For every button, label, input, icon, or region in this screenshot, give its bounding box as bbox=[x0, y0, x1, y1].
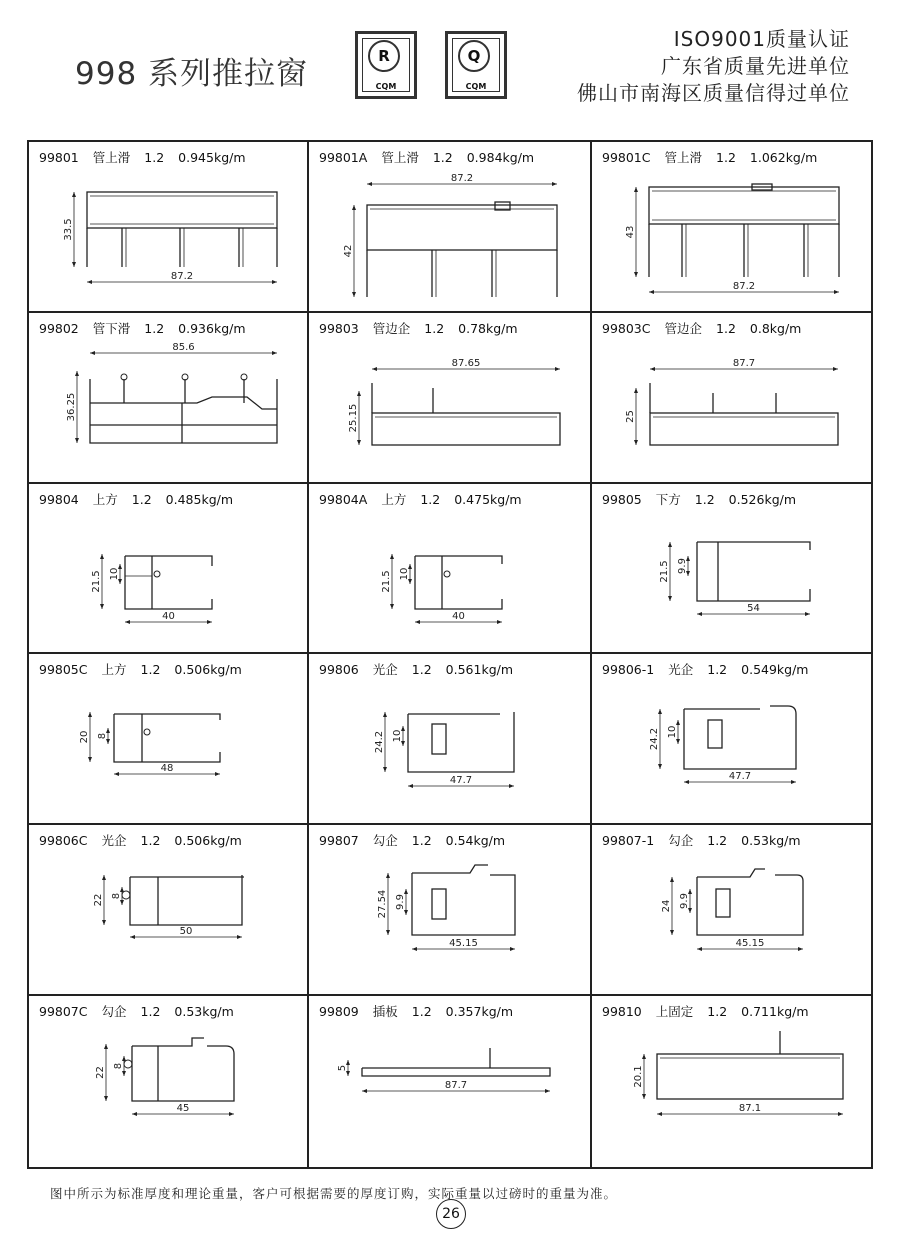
profile-name: 上固定 bbox=[655, 1004, 694, 1020]
certification-line: 佛山市南海区质量信得过单位 bbox=[577, 81, 850, 105]
profile-drawing bbox=[592, 654, 871, 825]
profile-weight: 0.506kg/m bbox=[174, 833, 242, 849]
profile-thickness: 1.2 bbox=[432, 150, 453, 165]
profile-outline bbox=[130, 875, 244, 925]
profile-cell bbox=[29, 996, 309, 1167]
profile-name: 光企 bbox=[668, 662, 694, 678]
profile-name: 上方 bbox=[92, 491, 118, 507]
profile-drawing bbox=[29, 313, 309, 484]
profile-outline bbox=[132, 1038, 234, 1101]
dimension-label: 87.7 bbox=[444, 1080, 468, 1092]
profile-outline bbox=[408, 712, 514, 772]
dimension-label: 45 bbox=[176, 1103, 190, 1115]
profile-code: 99801A bbox=[319, 150, 368, 165]
dimension-label: 10 bbox=[399, 567, 410, 581]
profile-drawing bbox=[309, 484, 592, 655]
dimension-label: 22 bbox=[95, 1066, 106, 1080]
profile-code: 99809 bbox=[319, 1004, 359, 1020]
profile-code: 99801 bbox=[39, 150, 79, 165]
dimension-label: 27.54 bbox=[377, 890, 388, 919]
profile-rect bbox=[87, 192, 277, 228]
certification-line: 广东省质量先进单位 bbox=[661, 54, 850, 78]
profile-code: 99802 bbox=[39, 320, 79, 336]
profile-thickness: 1.2 bbox=[140, 662, 161, 678]
profile-name: 管边企 bbox=[372, 320, 411, 336]
dimension-label: 10 bbox=[392, 730, 403, 743]
profile-name: 管边企 bbox=[664, 320, 703, 336]
profile-drawing bbox=[29, 142, 309, 313]
profile-outline bbox=[125, 556, 212, 609]
profile-thickness: 1.2 bbox=[131, 491, 152, 507]
dimension-label: 10 bbox=[109, 567, 120, 581]
profile-weight: 1.062kg/m bbox=[749, 150, 818, 165]
profile-name: 勾企 bbox=[668, 833, 694, 849]
profile-rect bbox=[650, 413, 838, 445]
profile-name: 勾企 bbox=[101, 1004, 127, 1020]
profile-cell bbox=[309, 825, 592, 996]
profile-code: 99805 bbox=[602, 491, 642, 507]
dimension-label: 24.2 bbox=[374, 731, 385, 754]
profile-code: 99806-1 bbox=[602, 662, 655, 678]
profile-weight: 0.506kg/m bbox=[174, 662, 242, 678]
profile-rect bbox=[708, 720, 722, 748]
dimension-label: 85.6 bbox=[172, 341, 195, 353]
profile-bead bbox=[122, 891, 130, 899]
series-title: 998 系列推拉窗 bbox=[75, 56, 309, 92]
profile-rect bbox=[657, 1054, 843, 1099]
profile-bead bbox=[154, 571, 160, 577]
profile-weight: 0.561kg/m bbox=[445, 662, 514, 678]
profile-rect bbox=[716, 889, 730, 917]
profile-weight: 0.78kg/m bbox=[458, 320, 518, 336]
profile-code: 99804A bbox=[319, 491, 368, 507]
profile-cell bbox=[309, 654, 592, 825]
dimension-label: 87.2 bbox=[170, 271, 194, 282]
profile-drawing bbox=[592, 825, 871, 996]
dimension-label: 8 bbox=[111, 893, 122, 900]
profile-weight: 0.936kg/m bbox=[178, 320, 246, 336]
dimension-label: 87.7 bbox=[732, 357, 756, 369]
profile-drawing bbox=[309, 142, 592, 313]
dimension-label: 87.2 bbox=[732, 281, 756, 292]
profile-thickness: 1.2 bbox=[694, 491, 715, 507]
profile-name: 上方 bbox=[381, 491, 407, 507]
profile-code: 99807C bbox=[39, 1004, 88, 1020]
page-number: 26 bbox=[436, 1199, 466, 1229]
profile-weight: 0.526kg/m bbox=[728, 491, 797, 507]
dimension-label: 40 bbox=[162, 610, 175, 622]
dimension-label: 33.5 bbox=[63, 218, 74, 241]
profile-cell bbox=[592, 654, 871, 825]
profile-name: 下方 bbox=[655, 491, 681, 507]
logo-text: CQM bbox=[465, 82, 487, 91]
cqm-r-logo bbox=[355, 31, 417, 99]
profile-cell bbox=[592, 825, 871, 996]
profile-code: 99805C bbox=[39, 662, 88, 678]
profile-cell bbox=[592, 484, 871, 655]
dimension-label: 47.7 bbox=[449, 775, 473, 787]
profile-cell bbox=[29, 142, 309, 313]
dimension-label: 45.15 bbox=[449, 938, 478, 950]
profile-drawing bbox=[309, 654, 592, 825]
profile-thickness: 1.2 bbox=[411, 1004, 432, 1020]
profile-thickness: 1.2 bbox=[707, 662, 728, 678]
profile-weight: 0.984kg/m bbox=[466, 150, 535, 165]
profile-drawing bbox=[592, 313, 871, 484]
profile-drawing bbox=[309, 996, 592, 1167]
profile-grid bbox=[27, 140, 873, 1169]
profile-outline bbox=[697, 869, 803, 935]
profile-name: 管下滑 bbox=[92, 320, 131, 336]
profile-weight: 0.357kg/m bbox=[445, 1004, 514, 1020]
dimension-label: 20.1 bbox=[633, 1065, 644, 1088]
dimension-label: 54 bbox=[747, 602, 760, 614]
dimension-label: 87.2 bbox=[450, 173, 474, 184]
profile-code: 99806C bbox=[39, 833, 88, 849]
dimension-label: 10 bbox=[667, 726, 678, 739]
profile-thickness: 1.2 bbox=[144, 320, 165, 336]
dimension-label: 9.9 bbox=[677, 557, 688, 574]
cqm-q-logo bbox=[445, 31, 507, 99]
profile-cell bbox=[29, 825, 309, 996]
profile-thickness: 1.2 bbox=[144, 150, 165, 165]
profile-drawing bbox=[592, 484, 871, 655]
certifications bbox=[577, 26, 850, 107]
dimension-label: 9.9 bbox=[395, 894, 406, 911]
dimension-label: 8 bbox=[113, 1062, 124, 1070]
dimension-label: 24.2 bbox=[649, 728, 660, 751]
profile-name: 光企 bbox=[101, 833, 127, 849]
dimension-label: 24 bbox=[661, 899, 672, 913]
logo-text: CQM bbox=[375, 82, 397, 91]
profile-thickness: 1.2 bbox=[707, 833, 728, 849]
profile-thickness: 1.2 bbox=[140, 1004, 161, 1020]
profile-rect bbox=[432, 889, 446, 919]
dimension-label: 42 bbox=[343, 244, 354, 258]
profile-cell bbox=[309, 142, 592, 313]
profile-name: 插板 bbox=[372, 1004, 398, 1020]
profile-cell bbox=[592, 313, 871, 484]
profile-rect bbox=[432, 724, 446, 754]
profile-rect bbox=[372, 413, 560, 445]
dimension-label: 22 bbox=[93, 893, 104, 907]
profile-outline bbox=[684, 706, 796, 769]
profile-weight: 0.8kg/m bbox=[749, 320, 802, 336]
profile-drawing bbox=[309, 825, 592, 996]
dimension-label: 5 bbox=[337, 1064, 348, 1072]
certification-line: ISO9001质量认证 bbox=[673, 27, 850, 51]
profile-drawing bbox=[29, 996, 309, 1167]
profile-thickness: 1.2 bbox=[716, 320, 736, 336]
profile-code: 99807 bbox=[319, 833, 359, 849]
profile-rect bbox=[367, 205, 557, 250]
profile-cell bbox=[309, 484, 592, 655]
profile-thickness: 1.2 bbox=[140, 833, 161, 849]
profile-code: 99801C bbox=[602, 150, 651, 165]
dimension-label: 9.9 bbox=[679, 893, 690, 910]
profile-outline bbox=[412, 865, 515, 935]
profile-thickness: 1.2 bbox=[707, 1004, 728, 1020]
profile-thickness: 1.2 bbox=[424, 320, 445, 336]
dimension-label: 21.5 bbox=[659, 560, 670, 583]
profile-cell bbox=[29, 484, 309, 655]
profile-drawing bbox=[592, 142, 871, 313]
dimension-label: 8 bbox=[97, 733, 108, 740]
profile-cell bbox=[309, 313, 592, 484]
profile-code: 99803 bbox=[319, 320, 359, 336]
profile-weight: 0.53kg/m bbox=[174, 1004, 234, 1020]
profile-outline bbox=[697, 542, 810, 601]
profile-thickness: 1.2 bbox=[411, 833, 432, 849]
dimension-label: 40 bbox=[452, 610, 465, 622]
dimension-label: 87.1 bbox=[738, 1103, 762, 1115]
profile-name: 光企 bbox=[372, 662, 398, 678]
profile-cell bbox=[309, 996, 592, 1167]
dimension-label: 47.7 bbox=[728, 771, 752, 783]
dimension-label: 21.5 bbox=[91, 570, 102, 593]
profile-code: 99804 bbox=[39, 491, 79, 507]
dimension-label: 36.25 bbox=[66, 392, 77, 422]
profile-rect bbox=[649, 187, 839, 224]
profile-thickness: 1.2 bbox=[411, 662, 432, 678]
profile-drawing bbox=[29, 484, 309, 655]
profile-name: 管上滑 bbox=[92, 150, 131, 165]
profile-cell bbox=[29, 313, 309, 484]
logo-symbol: R bbox=[368, 40, 400, 72]
dimension-label: 48 bbox=[160, 763, 174, 775]
profile-weight: 0.475kg/m bbox=[454, 491, 522, 507]
profile-code: 99810 bbox=[602, 1004, 642, 1020]
profile-outline bbox=[114, 714, 220, 762]
profile-cell bbox=[592, 142, 871, 313]
dimension-label: 43 bbox=[625, 225, 636, 239]
profile-drawing bbox=[592, 996, 871, 1167]
dimension-label: 25.15 bbox=[348, 403, 359, 433]
profile-weight: 0.485kg/m bbox=[165, 491, 234, 507]
logo-symbol: Q bbox=[458, 40, 490, 72]
dimension-label: 21.5 bbox=[381, 570, 392, 593]
dimension-label: 87.65 bbox=[451, 357, 481, 369]
profile-bead bbox=[124, 1060, 132, 1068]
profile-outline bbox=[415, 556, 502, 609]
profile-cell bbox=[592, 996, 871, 1167]
profile-code: 99807-1 bbox=[602, 833, 655, 849]
profile-weight: 0.945kg/m bbox=[178, 150, 246, 165]
dimension-label: 50 bbox=[179, 926, 193, 938]
profile-thickness: 1.2 bbox=[420, 491, 441, 507]
page-header bbox=[0, 0, 900, 130]
profile-weight: 0.711kg/m bbox=[741, 1004, 809, 1020]
footnote: 图中所示为标准厚度和理论重量，客户可根据需要的厚度订购，实际重量以过磅时的重量为准。 bbox=[50, 1186, 618, 1201]
profile-weight: 0.549kg/m bbox=[741, 662, 809, 678]
profile-code: 99803C bbox=[602, 320, 651, 336]
profile-outline bbox=[362, 1068, 550, 1076]
profile-name: 勾企 bbox=[372, 833, 398, 849]
profile-code: 99806 bbox=[319, 662, 359, 678]
profile-drawing bbox=[29, 825, 309, 996]
profile-weight: 0.54kg/m bbox=[445, 833, 506, 849]
profile-weight: 0.53kg/m bbox=[741, 833, 801, 849]
dimension-label: 25 bbox=[625, 409, 636, 423]
profile-thickness: 1.2 bbox=[716, 150, 736, 165]
profile-drawing bbox=[29, 654, 309, 825]
profile-name: 管上滑 bbox=[381, 150, 419, 165]
profile-name: 管上滑 bbox=[664, 150, 703, 165]
profile-cell bbox=[29, 654, 309, 825]
profile-bead bbox=[444, 571, 450, 577]
profile-outline bbox=[90, 379, 277, 443]
dimension-label: 20 bbox=[79, 731, 90, 744]
dimension-label: 45.15 bbox=[735, 938, 765, 950]
profile-bead bbox=[144, 729, 150, 735]
profile-drawing bbox=[309, 313, 592, 484]
profile-name: 上方 bbox=[101, 662, 127, 678]
